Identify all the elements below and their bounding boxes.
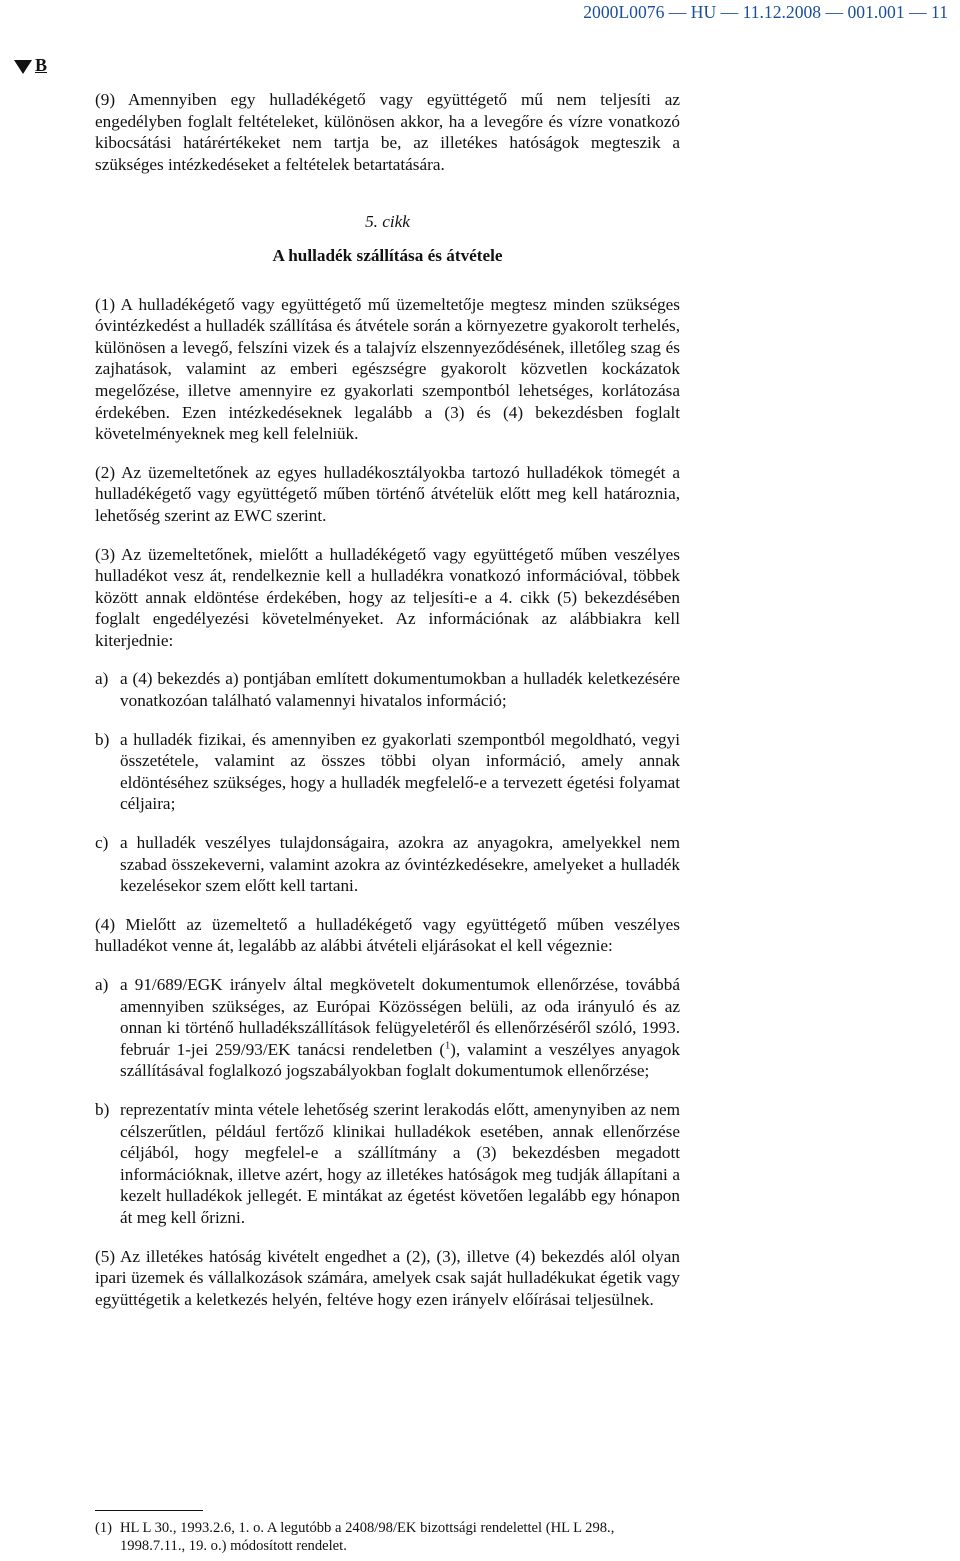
- list-item-text-after: ), valamint a veszélyes anyagok szállításával foglalkozó jogszabályokban foglalt dokumentumok ellenőrzése;: [120, 1039, 680, 1081]
- triangle-down-icon: [14, 60, 32, 74]
- paragraph-1: (1) A hulladékégető vagy együttégető mű üzemeltetője megtesz minden szükséges óvintézkedést a hulladék szállítása és átvétele során a környezetre gyakorolt terhelés, különösen a levegő, felszíni vizek és a talajvíz elszennyeződésének, illetőleg szag és zajhatások, valamint az emberi egészségre gyakorolt közvetlen kockázatok megelőzése, illetve amennyire ez gyakorlati szempontból lehetséges, korlátozása érdekében. Ezen intézkedéseknek legalább a (3) és (4) bekezdésben foglalt követelményeknek meg kell felelniük.: [95, 294, 680, 444]
- list-item: [95, 1099, 680, 1229]
- list-item-label: a): [95, 975, 109, 994]
- paragraph-5: (5) Az illetékes hatóság kivételt engedhet a (2), (3), illetve (4) bekezdés alól olyan ipari üzemek és vállalkozások számára, amelyek csak saját hulladékukat égetik vagy együttégetik a keletkezés helyén, feltéve hogy ezen irányelv előírásai teljesülnek.: [95, 1246, 680, 1309]
- list-item-text: a (4) bekezdés a) pontjában említett dokumentumokban a hulladék keletkezésére vonatkozóan található valamennyi hivatalos információ;: [120, 669, 680, 711]
- footnote-divider: [95, 1510, 203, 1511]
- list-item-label: b): [95, 1099, 110, 1119]
- paragraph-4: (4) Mielőtt az üzemeltető a hulladékégető vagy együttégető műben veszélyes hulladékot venne át, legalább az alábbi átvételi eljárásokat el kell végeznie:: [95, 914, 680, 956]
- list-item: [95, 729, 680, 815]
- list-item: [95, 668, 680, 711]
- list-item-label: a): [95, 669, 109, 689]
- paragraph-9: (9) Amennyiben egy hulladékégető vagy együttégető mű nem teljesíti az engedélyben foglalt feltételeket, különösen akkor, ha a levegőre és vízre vonatkozó kibocsátási határértékeket nem tartja be, az illetékes hatóságok megteszik a szükséges intézkedéseket a feltételek betartatására.: [95, 90, 680, 174]
- list-item-label: b): [95, 729, 110, 749]
- list-item: [95, 974, 680, 1082]
- amendment-marker: [14, 54, 47, 76]
- list-item-label: c): [95, 833, 109, 853]
- paragraph-3: (3) Az üzemeltetőnek, mielőtt a hulladékégető vagy együttégető műben veszélyes hulladékot vesz át, rendelkeznie kell a hulladékra vonatkozó információval, többek között annak eldöntése érdekében, hogy az teljesíti-e a 4. cikk (5) bekezdésében foglalt engedélyezési követelményeket. Az információnak az alábbiakra kell kiterjednie:: [95, 544, 680, 650]
- footnotes: [95, 1510, 680, 1555]
- document-body: [95, 89, 680, 1327]
- list-item: [95, 832, 680, 897]
- footnote-mark: (1): [95, 1520, 113, 1536]
- footnote-text: HL L 30., 1993.2.6, 1. o. A legutóbb a 2408/98/EK bizottsági rendelettel (HL L 298., 1998.7.11., 19. o.) módosított rendelet.: [120, 1520, 615, 1554]
- paragraph-2: (2) Az üzemeltetőnek az egyes hulladékosztályokba tartozó hulladékok tömegét a hulladékégető vagy együttégető műben történő átvételük előtt meg kell határoznia, lehetőség szerint az EWC szerint.: [95, 462, 680, 525]
- list-item-text: a hulladék veszélyes tulajdonságaira, azokra az anyagokra, amelyekkel nem szabad összekeverni, valamint azokra az óvintézkedésekre, amelyeket a hulladék kezelésekor szem előtt kell tartani.: [120, 833, 680, 896]
- page-header: 2000L0076 — HU — 11.12.2008 — 001.001 — 11: [583, 2, 948, 22]
- article-title: A hulladék szállítása és átvétele: [272, 245, 503, 265]
- list-item-text: [120, 974, 680, 1082]
- footnote: [95, 1519, 680, 1555]
- marker-letter: B: [35, 55, 48, 75]
- list-item-text-before: a 91/689/EGK irányelv által megkövetelt dokumentumok ellenőrzése, továbbá amennyiben szükséges, az Európai Közösségen belüli, az oda irányuló és az onnan ki történő hulladékszállítások felügyeletéről és ellenőrzéséről szóló, 1993. február 1-jei 259/93/EK tanácsi rendeletben (: [120, 975, 680, 1059]
- list-item-text: reprezentatív minta vétele lehetőség szerint lerakodás előtt, amenynyiben az nem célszerűtlen, például fertőző klinikai hulladékok esetében, annak ellenőrzése céljából, hogy megfelel-e a szállítmány a (3) bekezdésben megadott információknak, illetve azért, hogy az illetékes hatóságok meg tudják állapítani a kezelt hulladékok jellegét. E mintákat az égetést követően legalább egy hónapon át meg kell őrizni.: [120, 1099, 680, 1227]
- footnote-reference[interactable]: 1: [445, 1040, 451, 1052]
- list-item-text: a hulladék fizikai, és amennyiben ez gyakorlati szempontból megoldható, vegyi összetétele, valamint az összes többi olyan információ, amely annak eldöntéséhez szükséges, hogy a hulladék megfelelő-e a tervezett égetési folyamat céljaira;: [120, 729, 680, 814]
- article-number: 5. cikk: [365, 212, 410, 232]
